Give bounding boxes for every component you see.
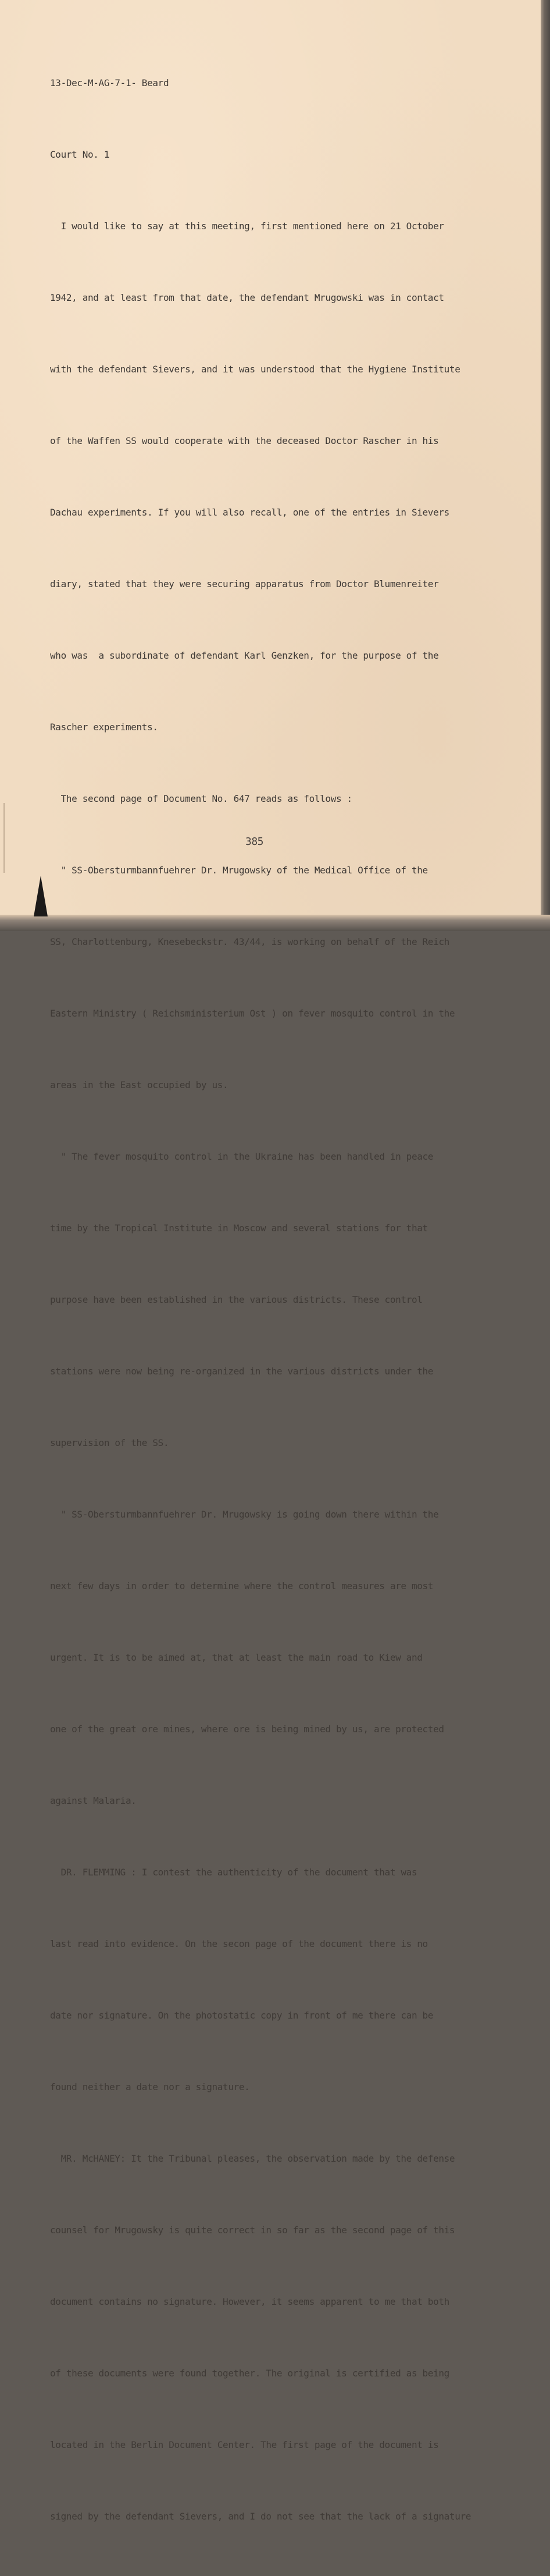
paper-crease: [3, 803, 5, 873]
page-edge-shadow: [541, 0, 550, 931]
text-line: " SS-Obersturmbannfuehrer Dr. Mrugowsky is going down there within the: [50, 1509, 439, 1520]
page-bottom-edge: [0, 915, 550, 931]
text-line: who was a subordinate of defendant Karl Genzken, for the purpose of the: [50, 650, 439, 661]
text-line: signed by the defendant Sievers, and I do not see that the lack of a signature: [50, 2511, 472, 2522]
text-line: Eastern Ministry ( Reichsministerium Ost ) on fever mosquito control in the: [50, 1008, 455, 1019]
text-line: counsel for Mrugowsky is quite correct in so far as the second page of this: [50, 2225, 455, 2236]
typed-text-block: [50, 23, 509, 2576]
text-line: diary, stated that they were securing apparatus from Doctor Blumenreiter: [50, 578, 439, 589]
text-line: one of the great ore mines, where ore is being mined by us, are protected: [50, 1724, 444, 1735]
court-number: Court No. 1: [50, 149, 110, 160]
text-line: located in the Berlin Document Center. The first page of the document is: [50, 2439, 439, 2450]
text-line: document contains no signature. However, it seems apparent to me that both: [50, 2296, 449, 2307]
text-line: supervision of the SS.: [50, 1437, 169, 1448]
text-line: next few days in order to determine where the control measures are most: [50, 1580, 434, 1591]
text-line: date nor signature. On the photostatic copy in front of me there can be: [50, 2010, 434, 2021]
text-line: purpose have been established in the various districts. These control: [50, 1294, 423, 1305]
text-line: stations were now being re-organized in the various districts under the: [50, 1366, 434, 1377]
text-line: last read into evidence. On the secon page of the document there is no: [50, 1938, 428, 1949]
text-line: against Malaria.: [50, 1795, 137, 1806]
text-line: " The fever mosquito control in the Ukraine has been handled in peace: [50, 1151, 434, 1162]
text-line: Rascher experiments.: [50, 722, 158, 733]
text-line: " SS-Obersturmbannfuehrer Dr. Mrugowsky of the Medical Office of the: [50, 865, 428, 876]
text-line: time by the Tropical Institute in Moscow and several stations for that: [50, 1223, 428, 1234]
text-line: areas in the East occupied by us.: [50, 1079, 228, 1090]
text-line: The second page of Document No. 647 reads as follows :: [50, 793, 352, 804]
text-line: 1942, and at least from that date, the defendant Mrugowski was in contact: [50, 292, 444, 303]
text-line: I would like to say at this meeting, first mentioned here on 21 October: [50, 221, 444, 232]
text-line: urgent. It is to be aimed at, that at least the main road to Kiew and: [50, 1652, 423, 1663]
text-line: SS, Charlottenburg, Knesebeckstr. 43/44, is working on behalf of the Reich: [50, 936, 449, 947]
text-line: DR. FLEMMING : I contest the authenticity of the document that was: [50, 1867, 417, 1878]
binding-clip-mark: [34, 876, 48, 916]
text-line: of these documents were found together. The original is certified as being: [50, 2368, 449, 2379]
header-reference: 13-Dec-M-AG-7-1- Beard: [50, 77, 169, 88]
text-line: MR. McHANEY: It the Tribunal pleases, the observation made by the defense: [50, 2153, 455, 2164]
page-number: 385: [245, 836, 264, 848]
text-line: found neither a date nor a signature.: [50, 2081, 250, 2092]
text-line: with the defendant Sievers, and it was understood that the Hygiene Institute: [50, 364, 460, 375]
text-line: of the Waffen SS would cooperate with the deceased Doctor Rascher in his: [50, 435, 439, 446]
text-line: Dachau experiments. If you will also recall, one of the entries in Sievers: [50, 507, 449, 518]
